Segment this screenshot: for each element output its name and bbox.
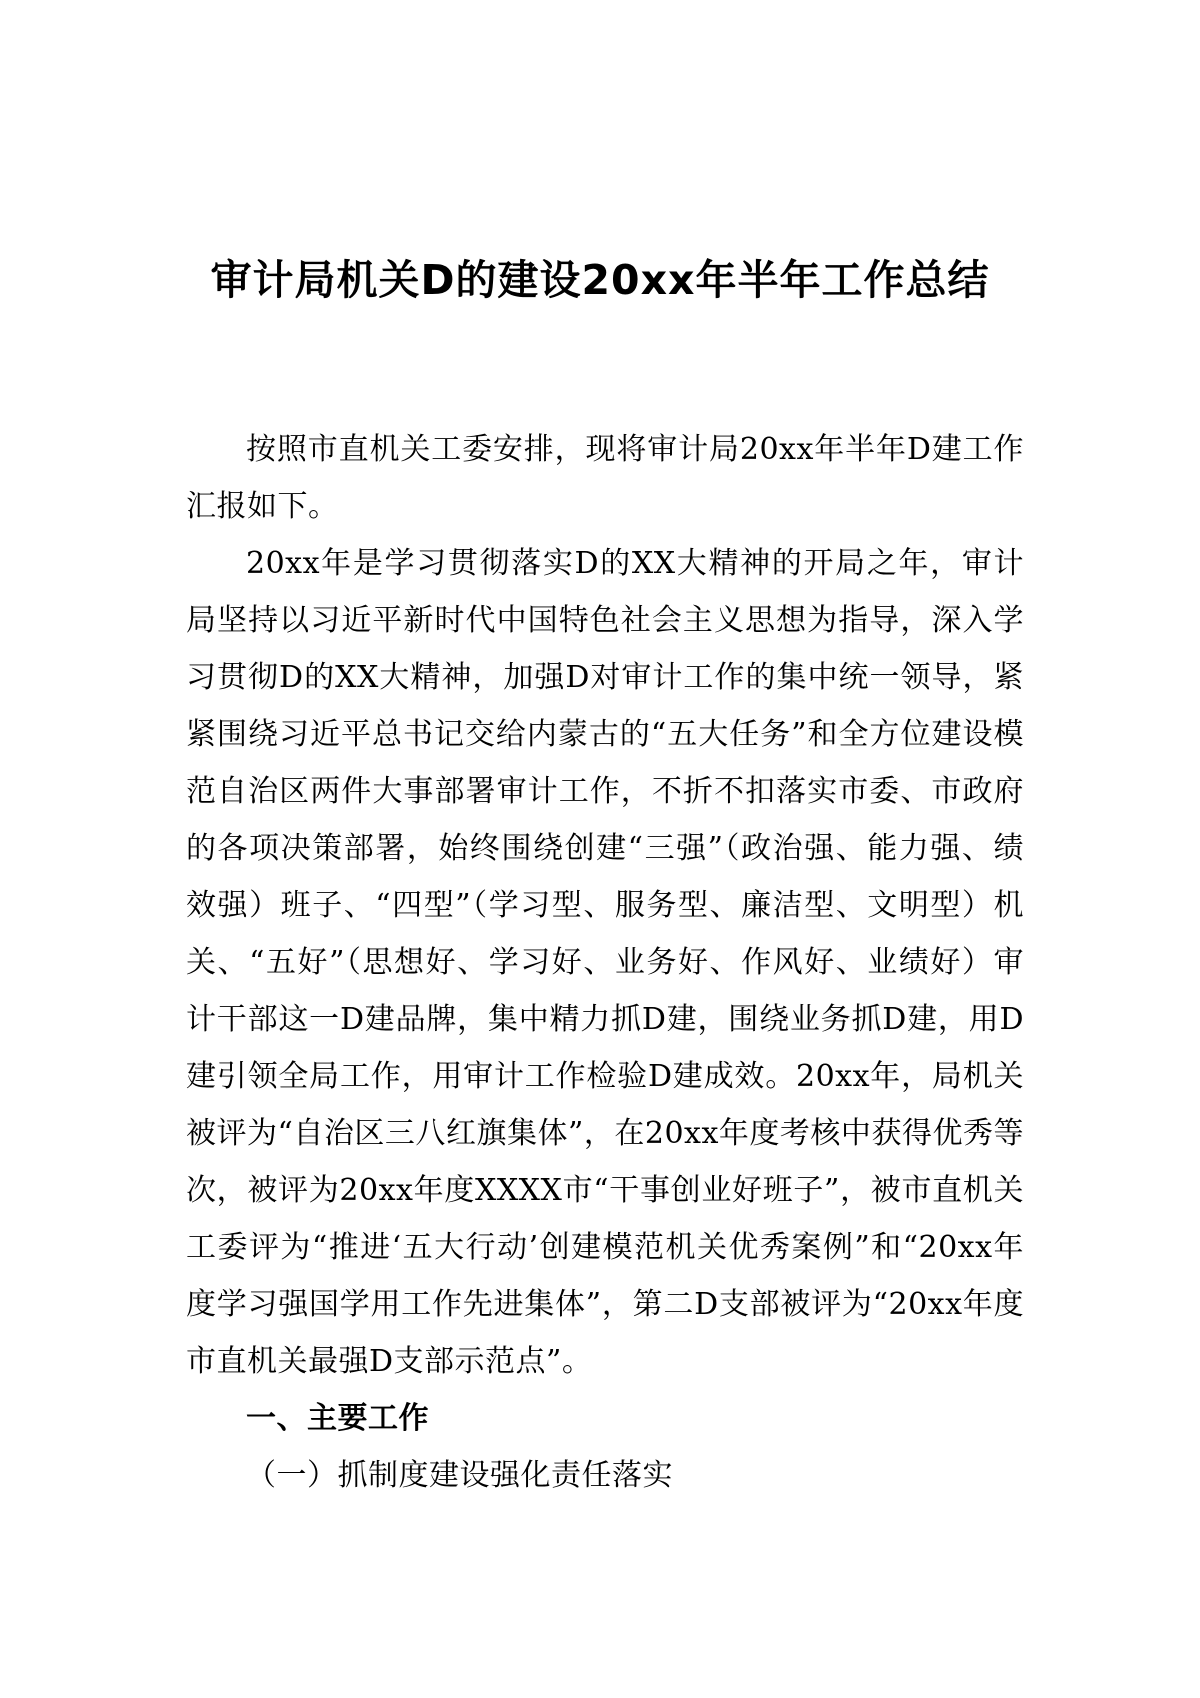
paragraph-overview: 20xx年是学习贯彻落实D的XX大精神的开局之年，审计局坚持以习近平新时代中国特色社会主义思想为指导，深入学习贯彻D的XX大精神，加强D对审计工作的集中统一领导，紧紧围绕习近平总书记交给内蒙古的“五大任务”和全方位建设模范自治区两件大事部署审计工作，不折不扣落实市委、市政府的各项决策部署，始终围绕创建“三强”（政治强、能力强、绩效强）班子、“四型”（学习型、服务型、廉洁型、文明型）机关、“五好”（思想好、学习好、业务好、作风好、业绩好）审计干部这一D建品牌，集中精力抓D建，围绕业务抓D建，用D建引领全局工作，用审计工作检验D建成效。20xx年，局机关被评为“自治区三八红旗集体”，在20xx年度考核中获得优秀等次，被评为20xx年度XXXX市“干事创业好班子”，被市直机关工委评为“推进‘五大行动’创建模范机关优秀案例”和“20xx年度学习强国学用工作先进集体”，第二D支部被评为“20xx年度市直机关最强D支部示范点”。: [186, 546, 1024, 1379]
paragraph-intro: 按照市直机关工委安排，现将审计局20xx年半年D建工作汇报如下。: [186, 432, 1024, 524]
subsection-heading: （一）抓制度建设强化责任落实: [246, 1458, 673, 1493]
document-body: [186, 421, 1024, 1504]
document-title: 审计局机关D的建设20xx年半年工作总结: [210, 256, 990, 304]
section-heading: 一、主要工作: [246, 1401, 429, 1436]
